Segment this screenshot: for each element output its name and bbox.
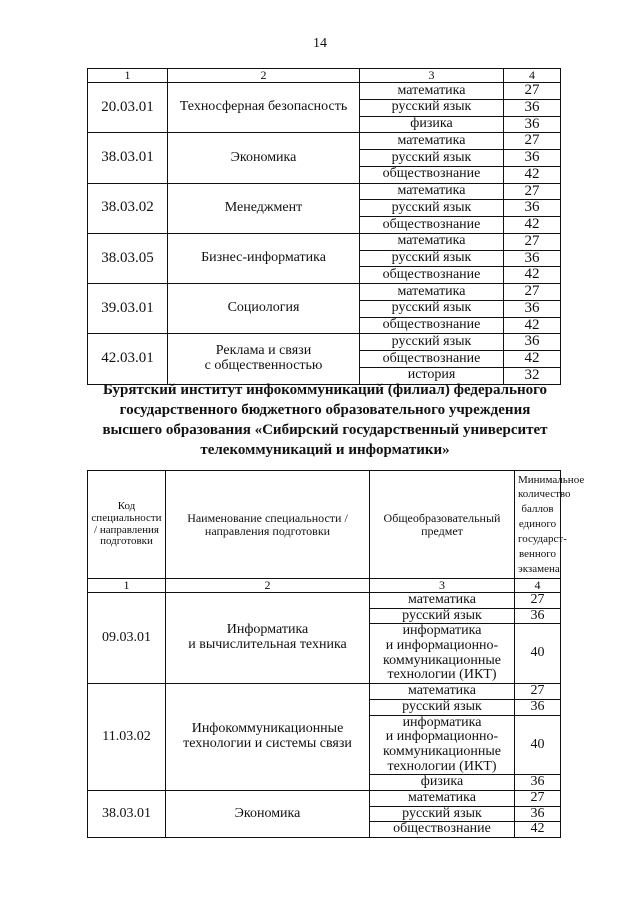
min-score: 36 xyxy=(515,699,561,715)
program-code: 38.03.05 xyxy=(88,233,168,283)
min-score: 27 xyxy=(504,133,561,150)
column-number: 2 xyxy=(166,579,370,593)
subject-name: русский язык xyxy=(360,250,504,267)
table-row xyxy=(88,233,561,250)
min-score: 42 xyxy=(504,267,561,284)
subject-name: русский язык xyxy=(370,608,515,624)
program-name: Инфокоммуникационные технологии и системы связи xyxy=(166,684,370,791)
subject-name: обществознание xyxy=(360,217,504,234)
subject-name: математика xyxy=(370,790,515,806)
subject-name: физика xyxy=(360,116,504,133)
subject-name: русский язык xyxy=(360,150,504,167)
subject-name: математика xyxy=(360,284,504,301)
subject-name: обществознание xyxy=(360,166,504,183)
min-score: 27 xyxy=(515,790,561,806)
min-score: 40 xyxy=(515,624,561,684)
min-score: 42 xyxy=(504,166,561,183)
subject-name: обществознание xyxy=(360,317,504,334)
min-score: 42 xyxy=(515,822,561,838)
table-row xyxy=(88,83,561,100)
program-code: 38.03.01 xyxy=(88,790,166,837)
column-number: 1 xyxy=(88,579,166,593)
header-code: Код специальности / направления подготовки xyxy=(88,471,166,579)
subject-name: русский язык xyxy=(370,699,515,715)
admission-scores-table-continued xyxy=(87,68,561,385)
min-score: 32 xyxy=(504,367,561,384)
header-min-score: Минимальное количество баллов единого государст-венного экзамена xyxy=(515,471,561,579)
column-number: 3 xyxy=(370,579,515,593)
min-score: 36 xyxy=(504,300,561,317)
program-name: Техносферная безопасность xyxy=(168,83,360,133)
table-row xyxy=(88,183,561,200)
subject-name: физика xyxy=(370,775,515,791)
header-name: Наименование специальности / направления подготовки xyxy=(166,471,370,579)
subject-name: обществознание xyxy=(370,822,515,838)
min-score: 27 xyxy=(504,233,561,250)
program-code: 38.03.02 xyxy=(88,183,168,233)
subject-name: информатика и информационно- коммуникационные технологии (ИКТ) xyxy=(370,624,515,684)
program-code: 20.03.01 xyxy=(88,83,168,133)
program-name: Информатика и вычислительная техника xyxy=(166,593,370,684)
column-number: 4 xyxy=(515,579,561,593)
subject-name: обществознание xyxy=(360,267,504,284)
program-code: 11.03.02 xyxy=(88,684,166,791)
column-number: 2 xyxy=(168,69,360,83)
min-score: 36 xyxy=(504,334,561,351)
table-row xyxy=(88,684,561,700)
subject-name: русский язык xyxy=(360,200,504,217)
program-code: 42.03.01 xyxy=(88,334,168,384)
program-name: Социология xyxy=(168,284,360,334)
min-score: 36 xyxy=(504,200,561,217)
min-score: 36 xyxy=(515,775,561,791)
subject-name: математика xyxy=(360,133,504,150)
program-name: Экономика xyxy=(166,790,370,837)
table-row xyxy=(88,593,561,609)
column-number: 4 xyxy=(504,69,561,83)
min-score: 27 xyxy=(515,684,561,700)
section-heading: Бурятский институт инфокоммуникаций (филиал) федерального государственного бюджетного образовательного учреждения высшего образования «Сибирский государственный университет телекоммуникаций и информатики» xyxy=(102,382,548,458)
min-score: 36 xyxy=(515,608,561,624)
min-score: 27 xyxy=(504,83,561,100)
subject-name: математика xyxy=(370,684,515,700)
min-score: 36 xyxy=(504,150,561,167)
table-row xyxy=(88,790,561,806)
min-score: 40 xyxy=(515,715,561,775)
bii-admission-scores-table xyxy=(87,470,585,838)
program-code: 09.03.01 xyxy=(88,593,166,684)
min-score: 42 xyxy=(504,317,561,334)
program-name: Реклама и связи с общественностью xyxy=(168,334,360,384)
subject-name: информатика и информационно- коммуникационные технологии (ИКТ) xyxy=(370,715,515,775)
min-score: 27 xyxy=(504,284,561,301)
table-row xyxy=(88,334,561,351)
min-score: 36 xyxy=(504,250,561,267)
subject-name: русский язык xyxy=(370,806,515,822)
subject-name: история xyxy=(360,367,504,384)
program-name: Менеджмент xyxy=(168,183,360,233)
subject-name: обществознание xyxy=(360,351,504,368)
column-number: 3 xyxy=(360,69,504,83)
subject-name: математика xyxy=(360,183,504,200)
min-score: 27 xyxy=(504,183,561,200)
subject-name: математика xyxy=(360,83,504,100)
min-score: 36 xyxy=(504,99,561,116)
min-score: 36 xyxy=(515,806,561,822)
table-row xyxy=(88,284,561,301)
program-name: Бизнес-информатика xyxy=(168,233,360,283)
subject-name: русский язык xyxy=(360,334,504,351)
program-code: 39.03.01 xyxy=(88,284,168,334)
table-row xyxy=(88,133,561,150)
min-score: 36 xyxy=(504,116,561,133)
program-name: Экономика xyxy=(168,133,360,183)
subject-name: русский язык xyxy=(360,99,504,116)
min-score: 42 xyxy=(504,351,561,368)
column-number-row xyxy=(88,69,561,83)
subject-name: математика xyxy=(360,233,504,250)
page-number: 14 xyxy=(313,36,327,51)
min-score: 27 xyxy=(515,593,561,609)
min-score: 42 xyxy=(504,217,561,234)
column-number-row xyxy=(88,579,561,593)
column-number: 1 xyxy=(88,69,168,83)
program-code: 38.03.01 xyxy=(88,133,168,183)
subject-name: математика xyxy=(370,593,515,609)
table-header-row xyxy=(88,471,561,579)
header-subject: Общеобразовательный предмет xyxy=(370,471,515,579)
subject-name: русский язык xyxy=(360,300,504,317)
